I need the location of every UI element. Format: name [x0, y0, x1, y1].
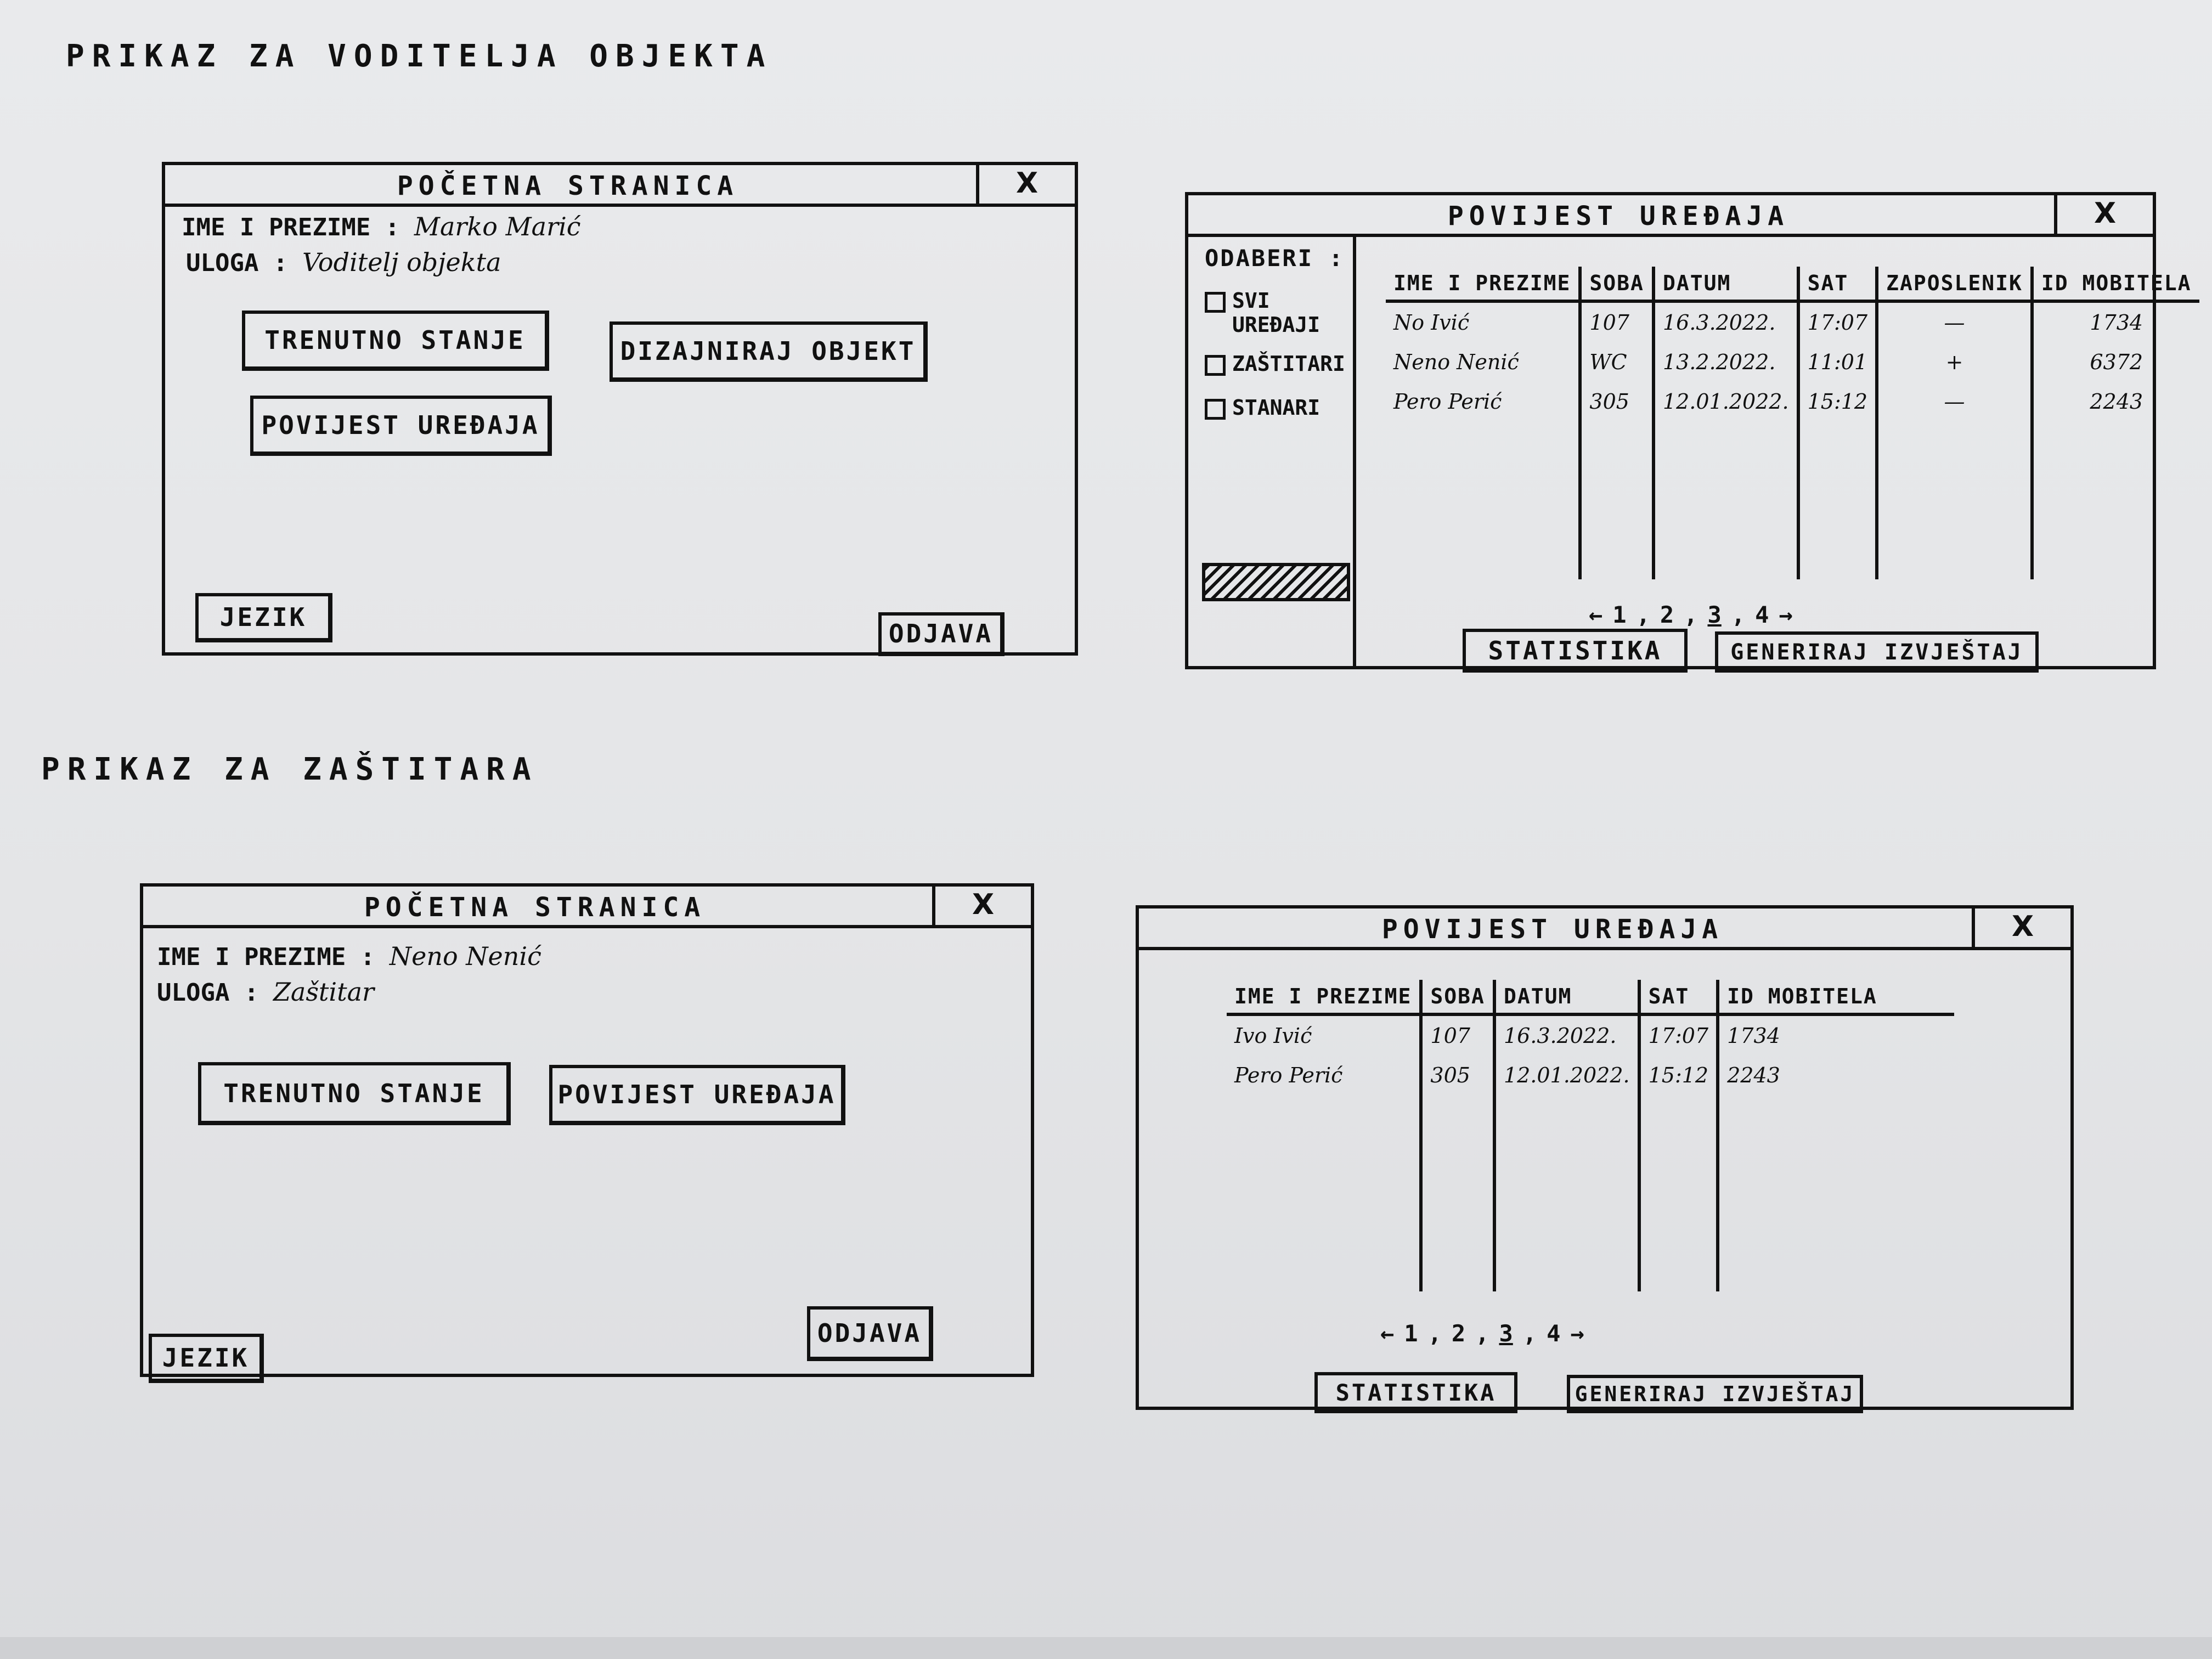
history-table: [1386, 267, 2199, 579]
column-header[interactable]: SAT: [1639, 980, 1718, 1014]
page-link[interactable]: 4: [1755, 601, 1769, 628]
page-link[interactable]: 2: [1660, 601, 1674, 628]
manager-history-titlebar: [1188, 195, 2153, 237]
filter-label-text: STANARI: [1232, 396, 1321, 420]
window-title: POVIJEST UREĐAJA: [1447, 201, 1790, 232]
cell-time: 15:12: [1639, 1056, 1718, 1095]
column-header[interactable]: ID MOBITELA: [1718, 980, 1954, 1014]
manager-home-titlebar: [165, 165, 1075, 207]
name-value: Neno Nenić: [389, 941, 541, 971]
pagination: ← 1 , 2 , 3 , 4 →: [1589, 601, 1793, 628]
history-table: [1227, 980, 1954, 1291]
device-history-button[interactable]: POVIJEST UREĐAJA: [549, 1065, 845, 1125]
role-value: Voditelj objekta: [302, 247, 501, 277]
name-label: IME I PREZIME :: [157, 943, 375, 971]
cell-room: 305: [1580, 382, 1654, 421]
name-label: IME I PREZIME :: [182, 213, 400, 241]
window-title: POČETNA STRANICA: [397, 171, 739, 201]
table-filler-row: [1386, 421, 2199, 579]
filter-label-text: ZAŠTITARI: [1232, 352, 1345, 376]
statistics-button[interactable]: STATISTIKA: [1314, 1372, 1517, 1413]
cell-phone-id: 1734: [1727, 1024, 1780, 1048]
language-button[interactable]: JEZIK: [195, 593, 332, 642]
close-button[interactable]: X: [1972, 909, 2070, 947]
language-button[interactable]: JEZIK: [149, 1334, 264, 1383]
guard-home-titlebar: [143, 887, 1031, 928]
cell-employee: +: [1877, 342, 2032, 382]
cell-date: 13.2.2022.: [1654, 342, 1798, 382]
cell-phone-id: 6372: [2090, 350, 2143, 374]
guard-home-window: [140, 883, 1034, 1377]
page-link-current[interactable]: 3: [1707, 601, 1722, 628]
window-title: POČETNA STRANICA: [364, 892, 706, 923]
cell-phone-id: 2243: [1727, 1063, 1780, 1087]
cell-time: 15:12: [1798, 382, 1877, 421]
generate-report-button[interactable]: GENERIRAJ IZVJEŠTAJ: [1567, 1375, 1863, 1413]
cell-room: WC: [1580, 342, 1654, 382]
filter-label-text: SVI UREĐAJI: [1232, 289, 1321, 337]
design-object-button[interactable]: DIZAJNIRAJ OBJEKT: [610, 321, 928, 382]
close-button[interactable]: X: [976, 165, 1075, 204]
close-button[interactable]: X: [2054, 195, 2153, 234]
cell-time: 11:01: [1798, 342, 1877, 382]
paper-edge: [0, 1637, 2212, 1659]
user-role-line: [157, 977, 374, 1007]
role-label: ULOGA :: [186, 249, 288, 277]
cell-employee: —: [1877, 382, 2032, 421]
guard-history-window: [1136, 905, 2074, 1410]
cell-name: Pero Perić: [1386, 382, 1580, 421]
page-link-current[interactable]: 3: [1499, 1320, 1513, 1347]
device-history-button[interactable]: POVIJEST UREĐAJA: [250, 396, 552, 456]
cell-employee: —: [1877, 301, 2032, 342]
close-button[interactable]: X: [932, 887, 1031, 925]
checkbox[interactable]: [1205, 399, 1226, 420]
cell-name: Pero Perić: [1227, 1056, 1421, 1095]
column-header[interactable]: ID MOBITELA: [2032, 267, 2199, 301]
filter-sidebar: [1188, 234, 1356, 667]
guard-history-titlebar: [1139, 909, 2070, 950]
name-value: Marko Marić: [414, 212, 581, 241]
role-value: Zaštitar: [273, 977, 375, 1007]
table-row[interactable]: [1386, 382, 2199, 421]
column-header[interactable]: SAT: [1798, 267, 1877, 301]
table-row[interactable]: [1227, 1014, 1954, 1056]
cell-name: Ivo Ivić: [1227, 1014, 1421, 1056]
checkbox[interactable]: [1205, 355, 1226, 376]
apply-filter-button[interactable]: [1202, 563, 1350, 601]
cell-date: 12.01.2022.: [1494, 1056, 1639, 1095]
table-row[interactable]: [1386, 301, 2199, 342]
column-header[interactable]: SOBA: [1580, 267, 1654, 301]
cell-room: 107: [1421, 1014, 1494, 1056]
page-link[interactable]: 1: [1404, 1320, 1418, 1347]
cell-date: 16.3.2022.: [1494, 1014, 1639, 1056]
window-title: POVIJEST UREĐAJA: [1381, 914, 1724, 945]
prev-page-arrow[interactable]: ←: [1380, 1320, 1395, 1347]
page-link[interactable]: 2: [1451, 1320, 1466, 1347]
manager-history-window: [1185, 192, 2192, 669]
generate-report-button[interactable]: GENERIRAJ IZVJEŠTAJ: [1715, 631, 2039, 673]
table-header-row: [1227, 980, 1954, 1014]
user-name-line: [157, 941, 541, 971]
manager-home-window: [162, 162, 1078, 656]
filter-all-devices[interactable]: [1205, 289, 1331, 337]
pagination: ← 1 , 2 , 3 , 4 →: [1380, 1320, 1584, 1347]
column-header[interactable]: SOBA: [1421, 980, 1494, 1014]
column-header[interactable]: DATUM: [1494, 980, 1639, 1014]
table-row[interactable]: [1386, 342, 2199, 382]
cell-phone-id: 1734: [2090, 311, 2143, 335]
current-state-button[interactable]: TRENUTNO STANJE: [242, 311, 549, 371]
column-header[interactable]: DATUM: [1654, 267, 1798, 301]
table-filler-row: [1227, 1095, 1954, 1291]
cell-time: 17:07: [1798, 301, 1877, 342]
cell-time: 17:07: [1639, 1014, 1718, 1056]
checkbox[interactable]: [1205, 292, 1226, 313]
cell-room: 107: [1580, 301, 1654, 342]
user-role-line: [186, 247, 501, 277]
column-header[interactable]: IME I PREZIME: [1386, 267, 1580, 301]
filter-guards[interactable]: [1205, 352, 1345, 376]
cell-phone-id: 2243: [2090, 390, 2143, 414]
table-header-row: [1386, 267, 2199, 301]
current-state-button[interactable]: TRENUTNO STANJE: [198, 1062, 511, 1125]
page-link[interactable]: 4: [1547, 1320, 1561, 1347]
section-title-guard: PRIKAZ ZA ZAŠTITARA: [41, 752, 539, 787]
column-header[interactable]: ZAPOSLENIK: [1877, 267, 2032, 301]
next-page-arrow[interactable]: →: [1570, 1320, 1584, 1347]
filter-residents[interactable]: [1205, 396, 1320, 420]
next-page-arrow[interactable]: →: [1779, 601, 1793, 628]
role-label: ULOGA :: [157, 979, 259, 1007]
table-row[interactable]: [1227, 1056, 1954, 1095]
cell-name: No Ivić: [1386, 301, 1580, 342]
filter-label: ODABERI :: [1205, 245, 1345, 272]
cell-date: 12.01.2022.: [1654, 382, 1798, 421]
logout-button[interactable]: ODJAVA: [807, 1306, 933, 1361]
section-title-manager: PRIKAZ ZA VODITELJA OBJEKTA: [66, 38, 773, 74]
cell-room: 305: [1421, 1056, 1494, 1095]
column-header[interactable]: IME I PREZIME: [1227, 980, 1421, 1014]
user-name-line: [182, 212, 581, 241]
statistics-button[interactable]: STATISTIKA: [1463, 629, 1688, 673]
cell-date: 16.3.2022.: [1654, 301, 1798, 342]
prev-page-arrow[interactable]: ←: [1589, 601, 1603, 628]
page-link[interactable]: 1: [1612, 601, 1627, 628]
cell-name: Neno Nenić: [1386, 342, 1580, 382]
logout-button[interactable]: ODJAVA: [878, 612, 1005, 656]
